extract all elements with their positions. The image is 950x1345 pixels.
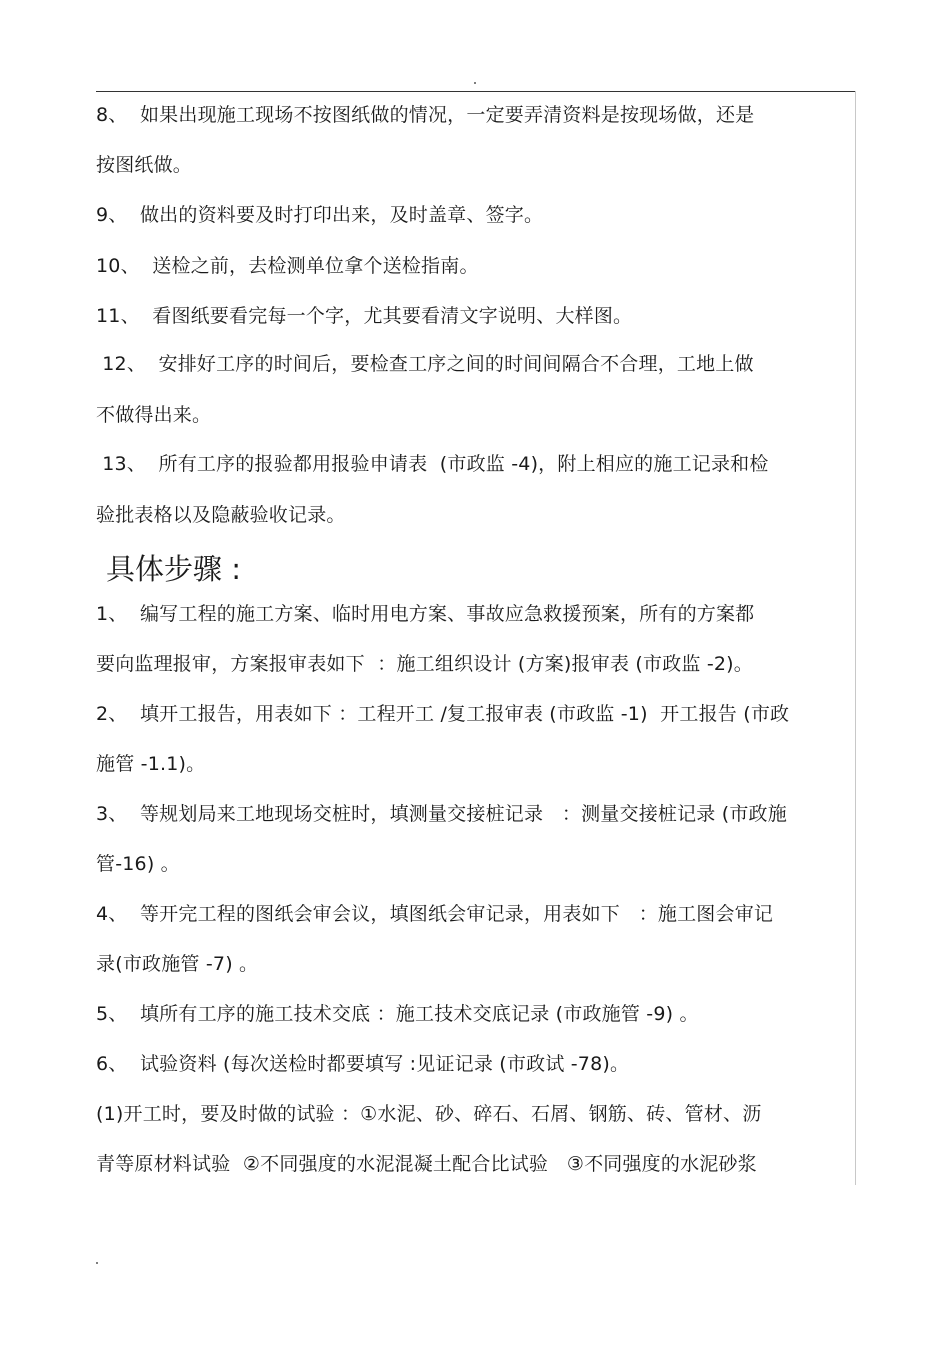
item-13-line-2: 验批表格以及隐蔽验收记录。 <box>96 504 346 526</box>
step-6-sub-1-line-2: 青等原材料试验 ②不同强度的水泥混凝土配合比试验 ③不同强度的水泥砂浆 <box>96 1153 757 1175</box>
item-12-line-2: 不做得出来。 <box>96 404 212 426</box>
step-1-line-1: 1、 编写工程的施工方案、临时用电方案、事故应急救援预案，所有的方案都 <box>96 603 755 625</box>
item-11: 11、 看图纸要看完每一个字，尤其要看清文字说明、大样图。 <box>96 305 633 327</box>
step-2-line-2: 施管 -1.1)。 <box>96 753 206 775</box>
page-mark-top <box>474 82 476 84</box>
step-4-line-2: 录(市政施管 -7) 。 <box>96 953 259 975</box>
item-8-line-2: 按图纸做。 <box>96 154 193 176</box>
section-heading: 具体步骤 : <box>106 552 241 586</box>
step-2-line-1: 2、 填开工报告，用表如下 ：工程开工 /复工报审表 (市政监 -1) 开工报告 (市政 <box>96 703 790 725</box>
step-6-sub-1-line-1: (1)开工时，要及时做的试验 ：①水泥、砂、碎石、石屑、钢筋、砖、管材、沥 <box>96 1103 762 1125</box>
item-9: 9、 做出的资料要及时打印出来，及时盖章、签字。 <box>96 204 544 226</box>
item-13-line-1: 13、 所有工序的报验都用报验申请表 (市政监 -4)，附上相应的施工记录和检 <box>96 453 769 475</box>
header-rule <box>96 91 856 92</box>
step-5: 5、 填所有工序的施工技术交底 ：施工技术交底记录 (市政施管 -9) 。 <box>96 1003 699 1025</box>
right-margin-rule <box>855 91 856 1185</box>
step-3-line-1: 3、 等规划局来工地现场交桩时，填测量交接桩记录 ：测量交接桩记录 (市政施 <box>96 803 787 825</box>
step-4-line-1: 4、 等开完工程的图纸会审会议，填图纸会审记录，用表如下 ：施工图会审记 <box>96 903 774 925</box>
step-3-line-2: 管-16) 。 <box>96 853 180 875</box>
item-8-line-1: 8、 如果出现施工现场不按图纸做的情况，一定要弄清资料是按现场做，还是 <box>96 104 755 126</box>
item-10: 10、 送检之前，去检测单位拿个送检指南。 <box>96 255 479 277</box>
step-6: 6、 试验资料 (每次送检时都要填写 :见证记录 (市政试 -78)。 <box>96 1053 630 1075</box>
step-1-line-2: 要向监理报审，方案报审表如下 ：施工组织设计 (方案)报审表 (市政监 -2)。 <box>96 653 753 675</box>
page-mark-bottom <box>96 1262 98 1264</box>
item-12-line-1: 12、 安排好工序的时间后，要检查工序之间的时间间隔合不合理，工地上做 <box>96 353 754 375</box>
